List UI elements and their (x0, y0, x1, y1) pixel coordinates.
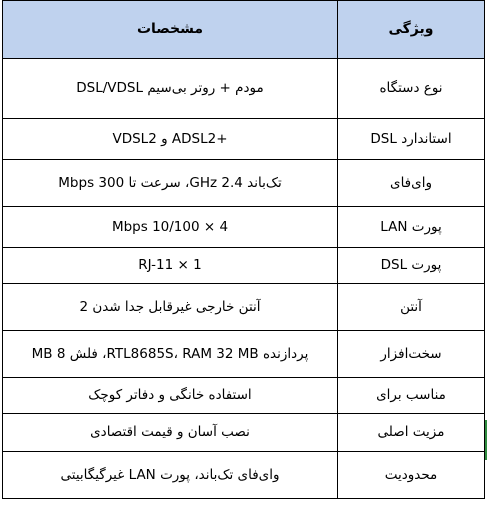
spec-cell: مودم + روتر بی‌سیم DSL/VDSL (3, 59, 338, 119)
table-row (3, 119, 485, 160)
table-row (3, 207, 485, 248)
table-row (3, 452, 485, 499)
feature-cell: آنتن (338, 284, 485, 331)
feature-cell: استاندارد DSL (338, 119, 485, 160)
spec-cell: 1 × RJ-11 (3, 248, 338, 284)
header-spec: مشخصات (3, 1, 338, 59)
table-row (3, 248, 485, 284)
table-row (3, 284, 485, 331)
feature-cell: مزیت اصلی (338, 414, 485, 452)
spec-cell: +ADSL2 و VDSL2 (3, 119, 338, 160)
feature-cell: سخت‌افزار (338, 331, 485, 378)
spec-cell: وای‌فای تک‌باند، پورت LAN غیرگیگابیتی (3, 452, 338, 499)
feature-cell: محدودیت (338, 452, 485, 499)
feature-cell: نوع دستگاه (338, 59, 485, 119)
header-feature: ویژگی (338, 1, 485, 59)
spec-cell: آنتن خارجی غیرقابل جدا شدن 2 (3, 284, 338, 331)
feature-cell: مناسب برای (338, 378, 485, 414)
spec-cell: پردازنده RTL8685S، RAM 32 MB، فلش 8 MB (3, 331, 338, 378)
feature-cell: پورت DSL (338, 248, 485, 284)
table-row (3, 160, 485, 207)
table-header-row (3, 1, 485, 59)
table-row (3, 59, 485, 119)
feature-cell: وای‌فای (338, 160, 485, 207)
table-row (3, 331, 485, 378)
feature-cell: پورت LAN (338, 207, 485, 248)
table-row (3, 378, 485, 414)
spec-cell: استفاده خانگی و دفاتر کوچک (3, 378, 338, 414)
table-row (3, 414, 485, 452)
spec-sheet (2, 0, 484, 499)
specs-table (2, 0, 485, 499)
spec-cell: نصب آسان و قیمت اقتصادی (3, 414, 338, 452)
spec-cell: تک‌باند 2.4 GHz، سرعت تا 300 Mbps (3, 160, 338, 207)
spec-cell: 4 × 10/100 Mbps (3, 207, 338, 248)
